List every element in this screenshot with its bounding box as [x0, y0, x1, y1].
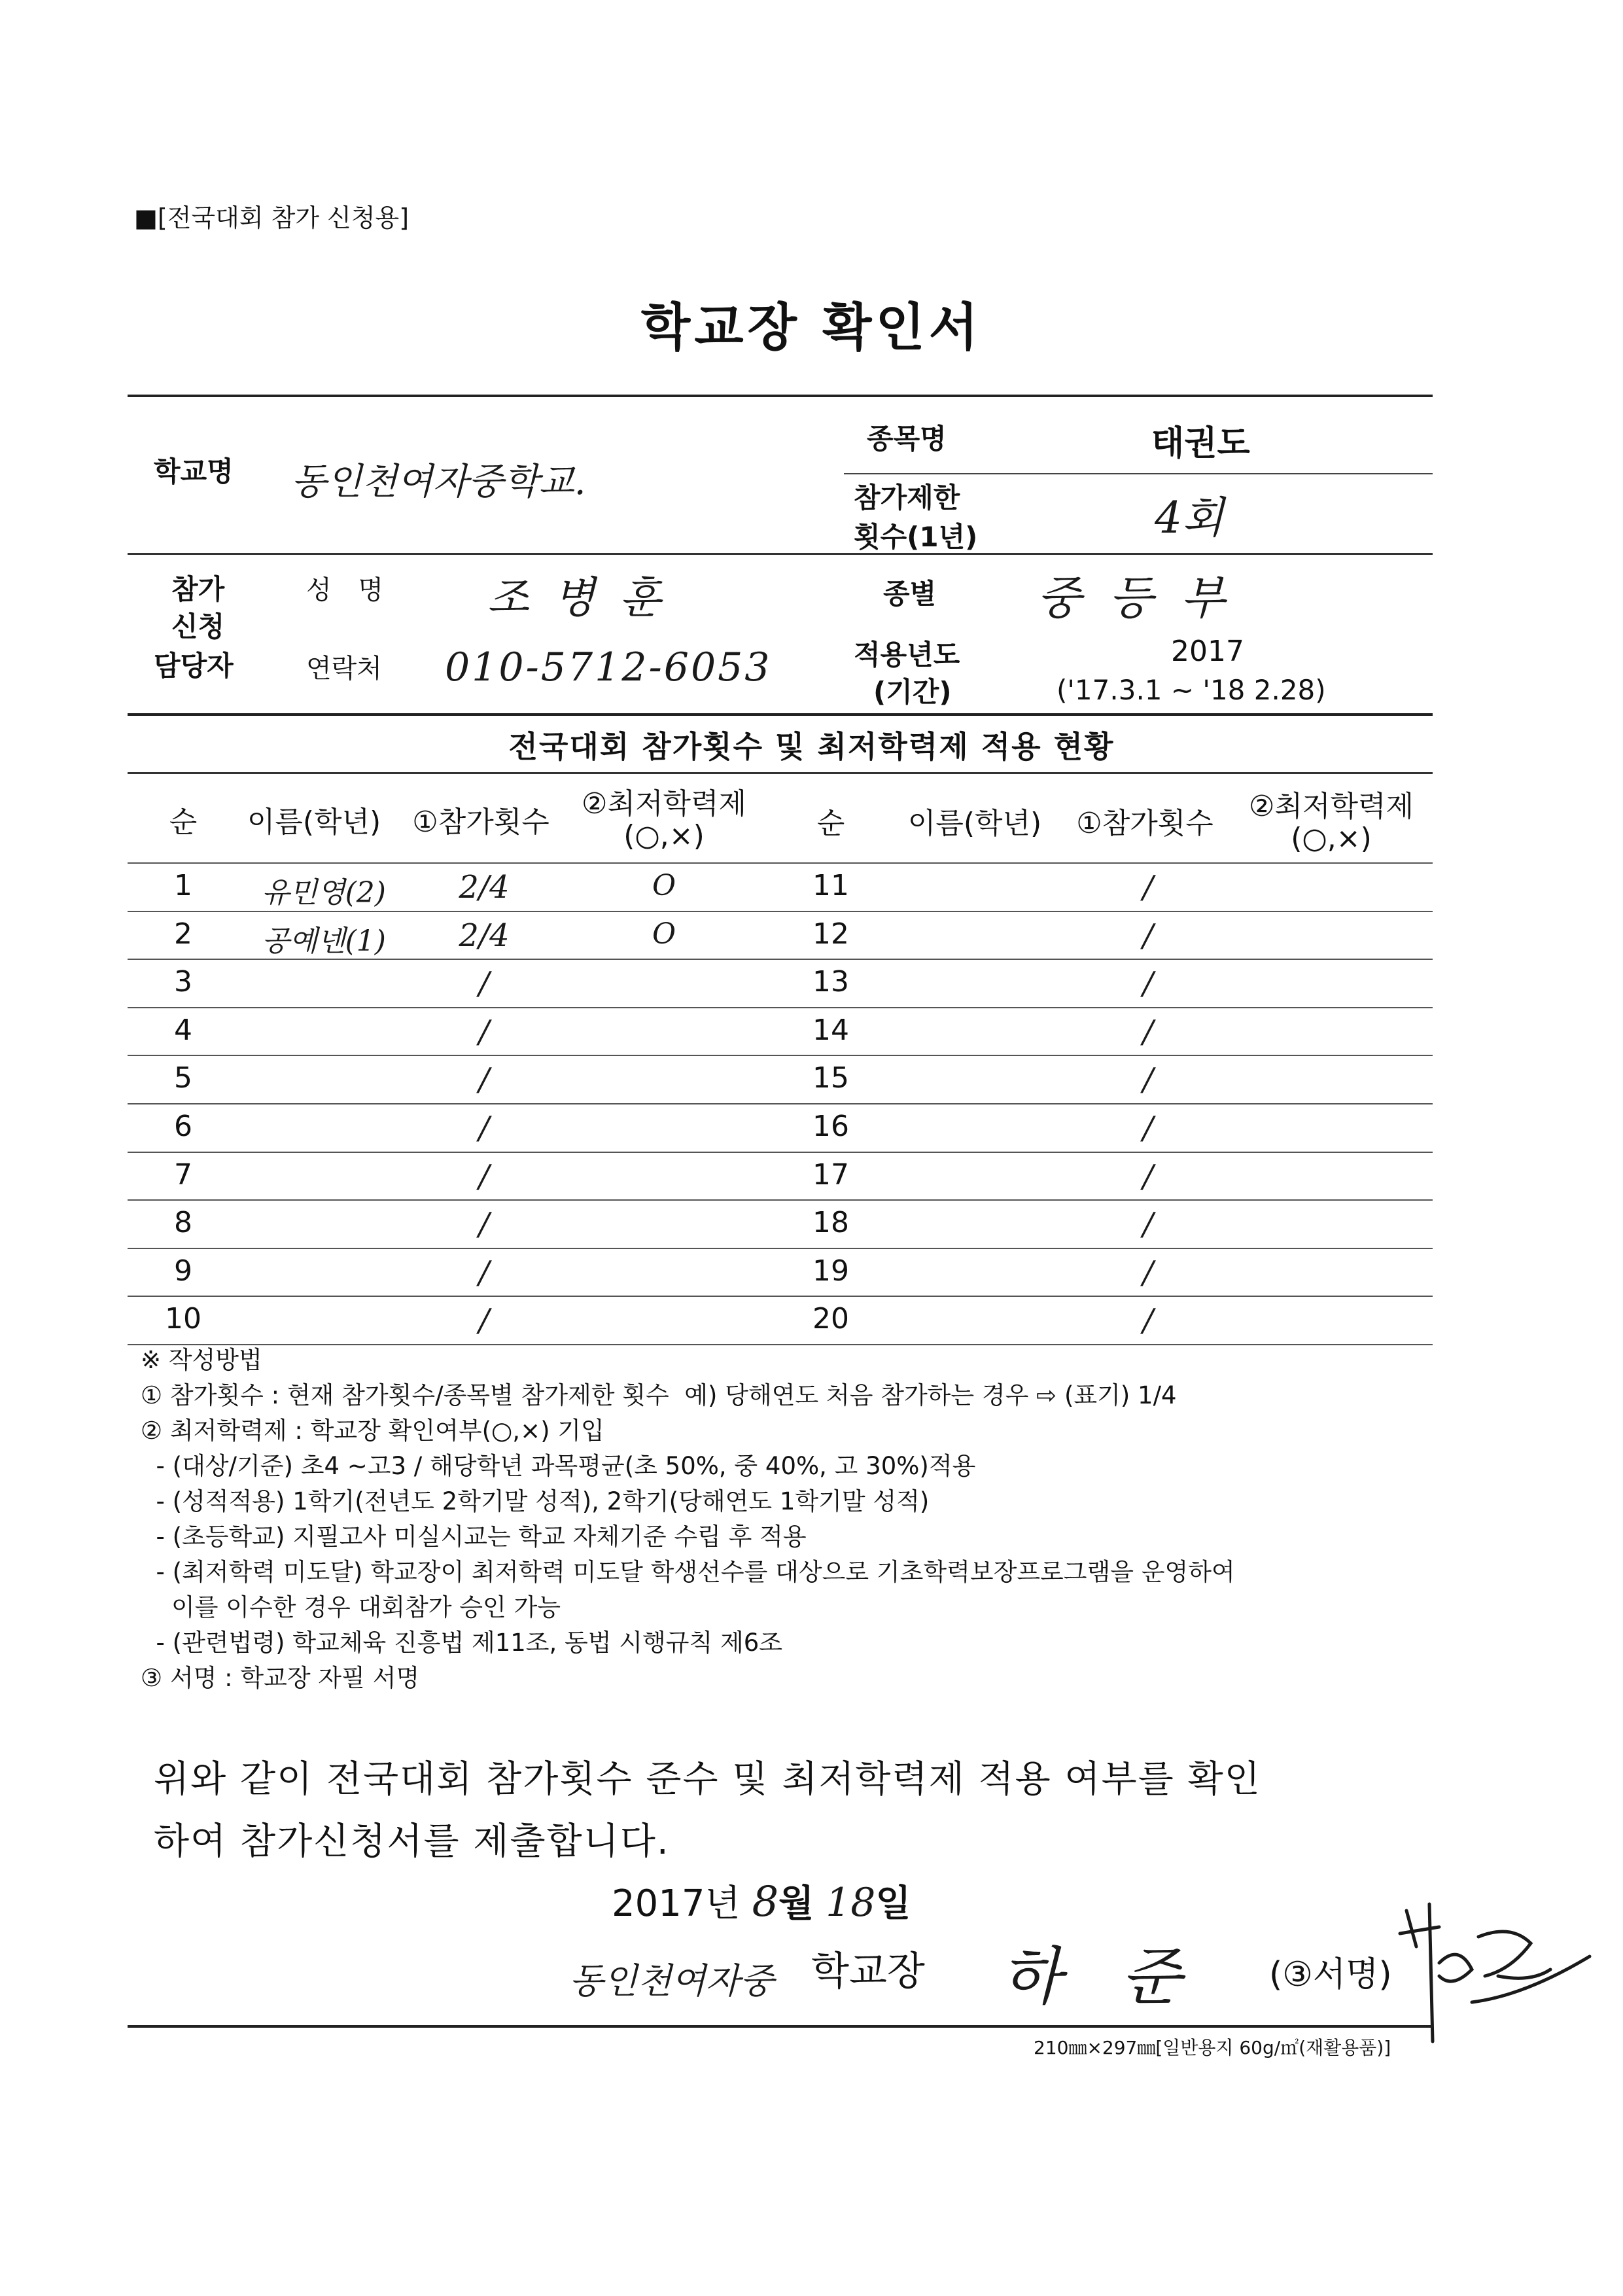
table-row	[0, 1152, 1623, 1200]
row-count: 2/4	[459, 869, 510, 906]
row-count: /	[478, 1254, 490, 1291]
row-no: 13	[812, 965, 849, 999]
row-no: 7	[174, 1157, 192, 1192]
header-min-right-1: ②최저학력제	[1249, 790, 1414, 823]
principal-signature-mark	[1380, 1884, 1596, 2068]
date-day-handwritten: 18	[826, 1880, 876, 1926]
row-name: 공예넨(1)	[262, 924, 386, 958]
limit-label-line2: 횟수(1년)	[854, 521, 978, 553]
row-no: 8	[174, 1206, 192, 1240]
notes-line: ① 참가횟수 : 현재 참가횟수/종목별 참가제한 횟수 예) 당해연도 처음 참가하는 경우 ⇨ (표기) 1/4	[141, 1381, 1177, 1409]
row-min: O	[652, 869, 676, 902]
header-count-right: ①참가횟수	[1076, 807, 1213, 840]
row-no: 18	[812, 1206, 849, 1240]
school-name-handwritten: 동인천여자중학교.	[291, 461, 586, 503]
notes-line: - (관련법령) 학교체육 진흥법 제11조, 동법 시행규칙 제6조	[141, 1629, 783, 1657]
row-count: /	[478, 1206, 490, 1243]
row-count: /	[1142, 1206, 1154, 1243]
notes-line: - (초등학교) 지필고사 미실시교는 학교 자체기준 수립 후 적용	[141, 1523, 807, 1551]
division-label: 종별	[883, 578, 937, 610]
divider-table-top	[128, 772, 1433, 774]
principal-name-handwritten: 하 준	[1001, 1940, 1201, 2013]
date-month-handwritten: 8	[752, 1878, 779, 1926]
table-row	[0, 959, 1623, 1007]
notes-line: - (대상/기준) 초4 ~고3 / 해당학년 과목평균(초 50%, 중 40%, 고 30%)적용	[141, 1452, 976, 1480]
row-no: 19	[812, 1254, 849, 1288]
declaration-line1: 위와 같이 전국대회 참가횟수 준수 및 최저학력제 적용 여부를 확인	[154, 1758, 1261, 1801]
row-count: /	[478, 1110, 490, 1146]
row-no: 5	[174, 1061, 192, 1095]
school-name-signature-handwritten: 동인천여자중	[569, 1960, 774, 2002]
header-count-left: ①참가횟수	[412, 805, 550, 839]
row-no: 15	[812, 1061, 849, 1095]
row-count: /	[1142, 917, 1154, 954]
event-value: 태권도	[1151, 424, 1250, 463]
paper-spec: 210㎜×297㎜[일반용지 60g/㎡(재활용품)]	[1034, 2037, 1391, 2058]
row-count: /	[1142, 965, 1154, 1002]
limit-label-line1: 참가제한	[854, 482, 960, 514]
row-no: 14	[812, 1013, 849, 1047]
table-row	[0, 862, 1623, 911]
document-title: 학교장 확인서	[640, 298, 983, 357]
event-label: 종목명	[867, 423, 947, 455]
status-table-title: 전국대회 참가횟수 및 최저학력제 적용 현황	[508, 729, 1115, 764]
row-count: /	[1142, 869, 1154, 906]
notes-line: - (성적적용) 1학기(전년도 2학기말 성적), 2학기(당해연도 1학기말 성적)	[141, 1487, 930, 1515]
row-count: /	[478, 1157, 490, 1195]
notes-line: ② 최저학력제 : 학교장 확인여부(○,×) 기입	[141, 1417, 604, 1445]
row-no: 16	[812, 1110, 849, 1143]
date-day-label: 일	[875, 1882, 911, 1925]
principal-label: 학교장	[811, 1949, 925, 1994]
row-count: /	[478, 965, 490, 1002]
row-name: 유민영(2)	[262, 876, 386, 910]
applicant-label-line2: 신청	[171, 610, 225, 643]
notes-line: ③ 서명 : 학교장 자필 서명	[141, 1664, 420, 1692]
date-month-label: 월	[778, 1882, 814, 1925]
header-no-right: 순	[816, 807, 845, 840]
row-no: 11	[812, 869, 849, 902]
header-no-left: 순	[169, 805, 198, 839]
header-min-right-2: (○,×)	[1291, 822, 1372, 855]
table-row	[0, 1296, 1623, 1344]
divider-info-bottom	[128, 713, 1433, 716]
division-value-handwritten: 중 등 부	[1037, 571, 1232, 625]
table-row	[0, 1007, 1623, 1055]
row-count: /	[478, 1061, 490, 1099]
year-label-line2: (기간)	[873, 676, 952, 708]
table-row	[0, 1055, 1623, 1103]
year-label-line1: 적용년도	[854, 639, 960, 671]
row-no: 6	[174, 1110, 192, 1143]
row-no: 2	[174, 917, 192, 951]
contact-label: 연락처	[306, 654, 382, 684]
table-row	[0, 1248, 1623, 1296]
header-min-left-2: (○,×)	[623, 819, 705, 853]
header-name-left: 이름(학년)	[247, 805, 381, 839]
divider-footer	[128, 2025, 1433, 2028]
divider-info-mid	[128, 553, 1433, 555]
date-year: 2017년	[612, 1882, 741, 1925]
row-min: O	[652, 917, 676, 951]
header-name-right: 이름(학년)	[907, 807, 1042, 840]
row-no: 10	[165, 1302, 201, 1336]
row-no: 4	[174, 1013, 192, 1047]
row-count: 2/4	[459, 917, 510, 954]
declaration-line2: 하여 참가신청서를 제출합니다.	[154, 1820, 670, 1863]
row-count: /	[1142, 1110, 1154, 1146]
applicant-label-line1: 참가	[171, 573, 225, 605]
divider-top	[128, 395, 1433, 397]
row-no: 3	[174, 965, 192, 999]
header-min-left-1: ②최저학력제	[582, 787, 746, 821]
row-count: /	[1142, 1302, 1154, 1339]
row-count: /	[478, 1013, 490, 1050]
row-count: /	[478, 1302, 490, 1339]
sign-label: (③서명)	[1269, 1955, 1392, 1994]
row-count: /	[1142, 1061, 1154, 1099]
school-label: 학교명	[154, 455, 234, 487]
applicant-name-handwritten: 조 병 훈	[487, 573, 667, 623]
row-no: 17	[812, 1157, 849, 1192]
contact-phone-handwritten: 010-5712-6053	[445, 645, 772, 690]
notes-line: - (최저학력 미도달) 학교장이 최저학력 미도달 학생선수를 대상으로 기초학력보장프로그램을 운영하여	[141, 1558, 1235, 1586]
name-label: 성 명	[306, 575, 393, 605]
limit-value-handwritten: 4회	[1155, 493, 1224, 543]
row-count: /	[1142, 1013, 1154, 1050]
notes-line: 이를 이수한 경우 대회참가 승인 가능	[141, 1593, 561, 1621]
applicant-label-line3: 담당자	[154, 650, 234, 682]
form-tag: ■[전국대회 참가 신청용]	[134, 203, 410, 232]
row-no: 20	[812, 1302, 849, 1336]
divider-event	[844, 473, 1433, 474]
row-no: 12	[812, 917, 849, 951]
notes-heading: ※ 작성방법	[141, 1346, 262, 1374]
table-row	[0, 911, 1623, 959]
year-period: ('17.3.1 ~ '18 2.28)	[1056, 674, 1326, 706]
row-count: /	[1142, 1254, 1154, 1291]
year-value: 2017	[1171, 635, 1244, 668]
row-no: 9	[174, 1254, 192, 1288]
table-row	[0, 1199, 1623, 1248]
table-row	[0, 1103, 1623, 1152]
signature-date	[612, 1875, 911, 1927]
row-count: /	[1142, 1157, 1154, 1195]
row-no: 1	[174, 869, 192, 902]
row-divider	[128, 1344, 1433, 1345]
